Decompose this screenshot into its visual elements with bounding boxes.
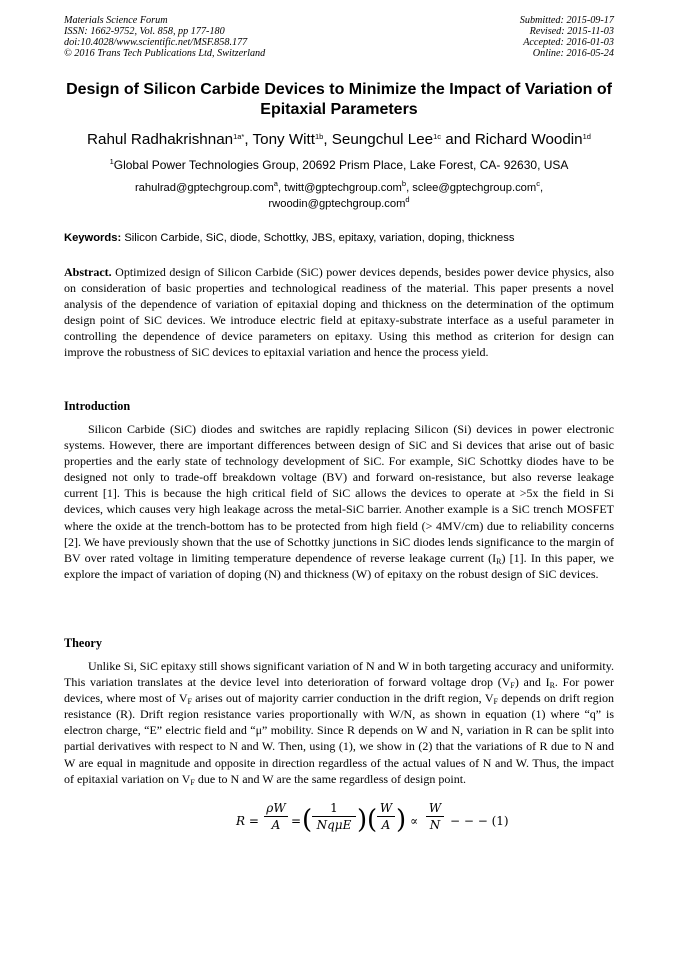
intro-sub: R [496,556,502,566]
date-submitted: Submitted: 2015-09-17 [519,15,614,26]
fraction-bar [426,816,444,817]
email-address: sclee@gptechgroup.com [412,182,537,194]
abstract-text: Optimized design of Silicon Carbide (SiC) power devices depends, besides power device physics, also on consideration of basic properties and technological readiness of the material. This paper presents a novel analysis of the dependence of variation of epitaxial doping and thickness on the determination of the optimum design point of SiC devices. We introduce electric field at epitaxy-substrate interface as a useful parameter in controlling the dependence of device parameters on epitaxy. Using this method as criterion for design can improve the robustness of SiC devices to epitaxial variation and hence the process yield. [64,265,614,360]
eq-lhs: R = [236,814,259,828]
author-sep: and [441,131,475,148]
eq-den: A [271,818,281,832]
eq-equals: = [291,814,302,828]
email-sup: a [273,179,278,188]
keywords-text: Silicon Carbide, SiC, diode, Schottky, JBS, epitaxy, variation, doping, thickness [124,232,515,244]
email-sep: , [406,182,413,194]
eq-num: W [428,801,442,815]
eq-fraction-1-nque [312,801,356,832]
theory-sub: F [493,697,498,707]
author-sup: 1d [582,132,591,141]
keywords-label: Keywords: [64,232,122,244]
eq-proportional: ∝ [410,814,419,828]
journal-info [64,15,265,59]
fraction-bar [312,816,356,817]
affiliation-sup: 1 [109,157,114,166]
eq-fraction-w-a [377,801,395,832]
eq-fraction-rho-w-a [264,801,288,832]
date-revised: Revised: 2015-11-03 [529,26,614,38]
theory-heading: Theory [64,636,102,650]
introduction-paragraph [64,421,614,582]
author-emails [40,180,638,212]
affiliation-text: Global Power Technologies Group, 20692 Prism Place, Lake Forest, CA- 92630, USA [113,158,569,172]
journal-copyright: © 2016 Trans Tech Publications Ltd, Switzerland [64,48,266,60]
abstract-label: Abstract. [64,265,112,279]
theory-text: ) and I [514,675,550,690]
theory-paragraph [64,658,614,787]
eq-number: − − − (1) [450,814,509,828]
fraction-bar [377,816,395,817]
date-accepted: Accepted: 2016-01-03 [523,37,614,49]
title-line-2: Epitaxial Parameters [260,101,418,118]
email-sup: c [536,179,540,188]
theory-text: Unlike Si, SiC epitaxy still shows significant variation of N and W in both targeting accuracy and uniformity. This variation translates at the device level into deterioration of forward voltage drop (V [64,659,614,690]
eq-fraction-w-n [426,801,444,832]
theory-sub: R [549,681,555,691]
theory-text: arises out of majority carrier conduction in the drift region, V [191,691,494,706]
right-paren: ) [357,805,368,835]
journal-name: Materials Science Forum [64,15,168,26]
theory-text: due to N and W are the same regardless of design point. [194,771,467,786]
title-line-1: Design of Silicon Carbide Devices to Minimize the Impact of Variation of [66,81,612,98]
journal-doi: doi:10.4028/www.scientific.net/MSF.858.177 [64,37,248,49]
email-sep: , [539,182,544,194]
eq-num: ρW [266,801,286,815]
fraction-bar [264,816,288,817]
publication-dates [520,15,614,59]
theory-sub: F [187,697,192,707]
intro-text-end: ) [1]. In this paper, we explore the impact of variation of doping (N) and thickness (W) of epitaxy on the robust design of SiC devices. [64,550,615,581]
theory-text: depends on drift region resistance (R). Drift region resistance varies proportionally with W/N, as shown in equation (1) where “q” is electron charge, “E” electric field and “μ” mobility. Since R depends on W and N, variation in R can be split into partial derivatives with respect to N and W. Then, using (1), we show in (2) that the variations of R due to N and W are equal in magnitude and opposite in direction regardless of the actual values of N and W. Thus, the impact of epitaxial variation on V [64,691,614,786]
email-sup: d [405,195,410,204]
keywords [64,231,624,245]
eq-den: N [429,818,441,832]
email-line-2 [40,196,638,212]
theory-sub: F [510,681,515,691]
author-sep: , [323,131,332,148]
author-name: Richard Woodin [474,131,583,148]
eq-den: NqμE [316,818,352,832]
author-sup: 1a* [233,132,245,141]
email-address: rahulrad@gptechgroup.com [134,182,274,194]
intro-text: Silicon Carbide (SiC) diodes and switches are rapidly replacing Silicon (Si) devices in power electronic systems. However, there are important differences between design of SiC and Si devices that arise out of basic properties and the early state of technology development of SiC. For example, SiC Schottky diodes have to be designed not only to trade-off breakdown voltage (BV) and forward on-resistance, but also reverse leakage current [1]. This is because the high critical field of SiC allows the devices to operate at >5x the field in Si devices, which causes very high leakage across the metal-SiC barrier. Another example is a SiC trench MOSFET where the oxide at the trench-bottom has to be protected from high field (> 4MV/cm) due to reliability concerns [2]. We have previously shown that the use of Schottky junctions in SiC diodes lends significance to the margin of BV over rated voltage in limiting temperature dependence of reverse leakage current (I [64,422,614,565]
eq-num: W [379,801,393,815]
email-address: rwoodin@gptechgroup.com [268,198,406,210]
author-sep: , [244,131,253,148]
date-online: Online: 2016-05-24 [532,48,614,60]
journal-issn: ISSN: 1662-9752, Vol. 858, pp 177-180 [64,26,225,38]
email-address: twitt@gptechgroup.com [284,182,402,194]
author-name: Rahul Radhakrishnan [87,131,234,148]
email-sep: , [277,182,285,194]
author-name: Tony Witt [252,131,315,148]
eq-num: 1 [330,801,338,815]
right-paren: ) [396,805,407,835]
left-paren: ( [367,805,378,835]
email-sup: b [401,179,407,188]
eq-den: A [381,818,391,832]
introduction-heading: Introduction [64,399,131,413]
email-line-1 [40,180,638,196]
affiliation [20,158,658,173]
theory-sub: F [190,777,195,787]
author-sup: 1c [433,132,442,141]
author-name: Seungchul Lee [331,131,434,148]
paper-title [40,80,638,120]
author-list [20,130,658,150]
left-paren: ( [302,805,313,835]
abstract [64,264,614,361]
theory-text: . For power devices, where most of V [64,675,614,706]
author-sup: 1b [314,132,324,141]
